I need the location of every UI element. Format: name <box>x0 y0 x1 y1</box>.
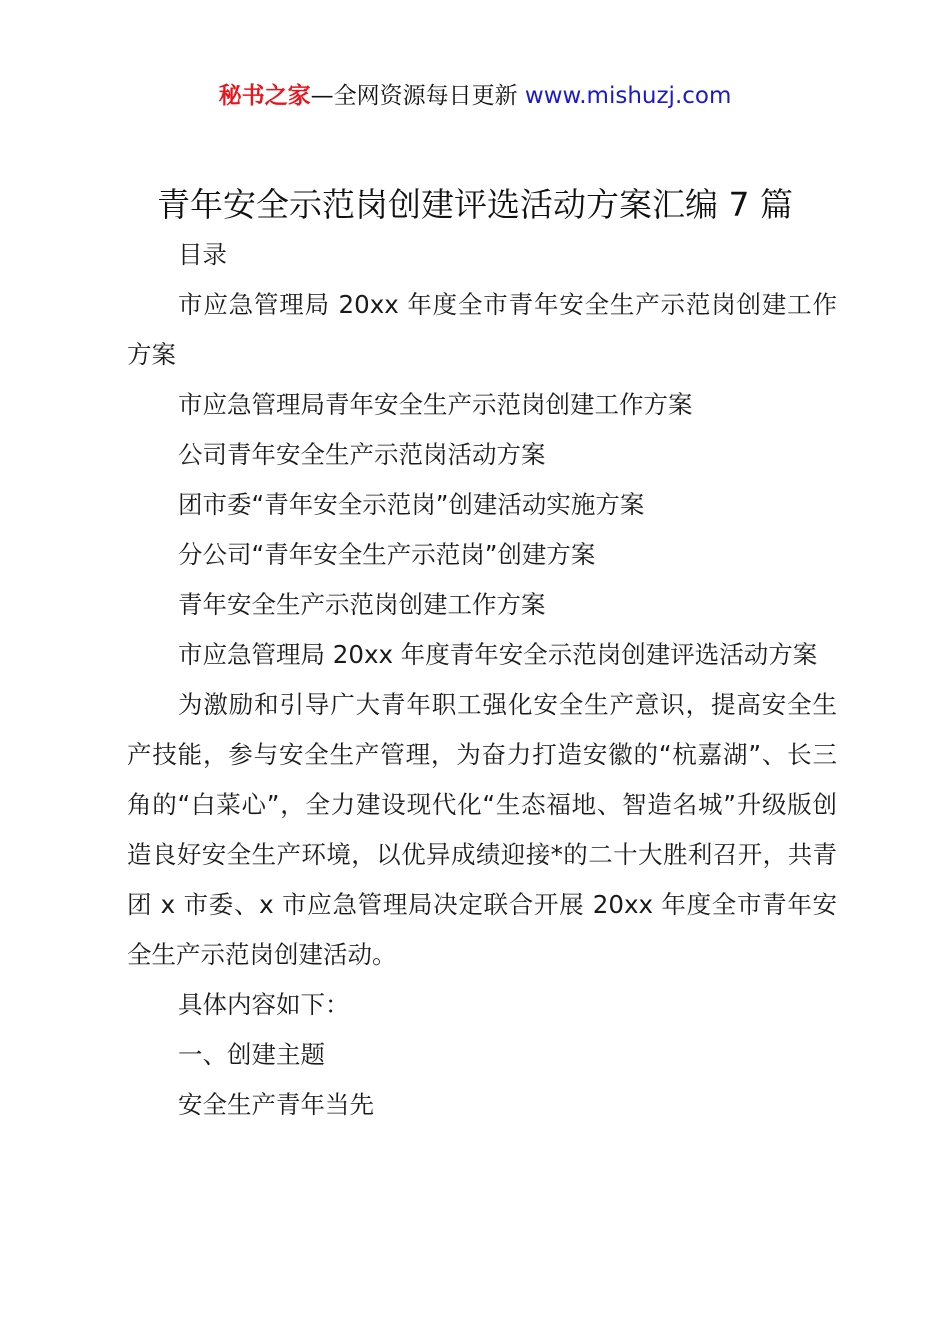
section-heading: 市应急管理局 20xx 年度青年安全示范岗创建评选活动方案 <box>178 640 818 669</box>
body-paragraph: 为激励和引导广大青年职工强化安全生产意识，提高安全生产技能，参与安全生产管理，为奋力打造安徽的“杭嘉湖”、长三角的“白菜心”，全力建设现代化“生态福地、智造名城”升级版创造良好安全生产环境，以优异成绩迎接*的二十大胜利召开，共青团 x 市委、x 市应急管理局决定联合开展 20xx 年度全市青年安全生产示范岗创建活动。 <box>127 690 837 969</box>
toc-item: 分公司“青年安全生产示范岗”创建方案 <box>178 540 596 569</box>
toc-item: 公司青年安全生产示范岗活动方案 <box>178 440 546 469</box>
site-url-link[interactable]: www.mishuzj.com <box>524 83 732 109</box>
site-brand: 秘书之家 <box>218 83 311 109</box>
toc-item: 市应急管理局青年安全生产示范岗创建工作方案 <box>178 390 693 419</box>
toc-item: 青年安全生产示范岗创建工作方案 <box>178 590 546 619</box>
document-title: 青年安全示范岗创建评选活动方案汇编 7 篇 <box>157 185 793 224</box>
site-slogan: —全网资源每日更新 <box>310 83 525 109</box>
body-paragraph: 安全生产青年当先 <box>178 1090 374 1119</box>
site-header <box>0 80 950 112</box>
subsection-heading: 一、创建主题 <box>178 1040 325 1069</box>
document-body <box>127 230 837 1130</box>
toc-item: 团市委“青年安全示范岗”创建活动实施方案 <box>178 490 645 519</box>
toc-item: 市应急管理局 20xx 年度全市青年安全生产示范岗创建工作方案 <box>127 290 837 369</box>
body-paragraph: 具体内容如下： <box>178 990 350 1019</box>
toc-heading: 目录 <box>178 240 227 269</box>
